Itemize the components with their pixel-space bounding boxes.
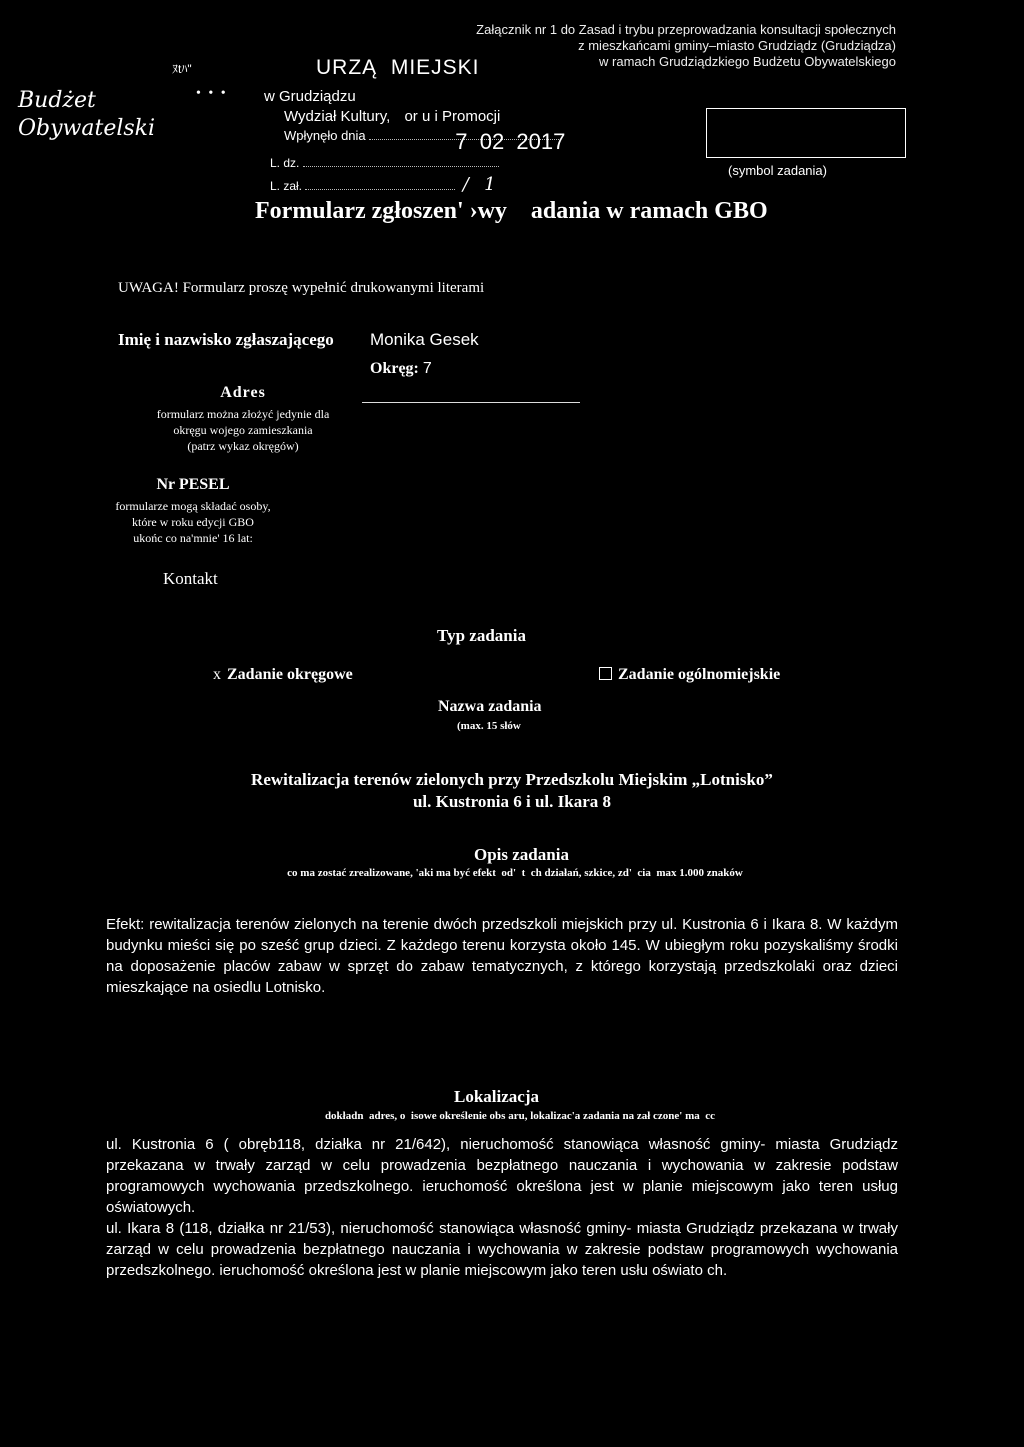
- district-option-label: Zadanie okręgowe: [227, 666, 353, 683]
- location-heading: Lokalizacja: [454, 1087, 539, 1106]
- pesel-note-2: które w roku edycji GBO: [132, 515, 254, 529]
- lzal-row: [270, 174, 496, 195]
- district-label: Okręg:: [370, 360, 419, 377]
- stamp-date: 7 02 2017: [455, 129, 566, 154]
- task-type-heading: Typ zadania: [437, 626, 526, 645]
- stamp-dept-tail: or u i Promocji: [404, 108, 501, 125]
- annex-line-2: z mieszkańcami gminy–miasto Grudziądz (Grudziądza): [578, 38, 896, 53]
- district-row: [370, 360, 432, 378]
- logo-line-1: Budżet: [18, 88, 96, 113]
- stamp-title: URZĄ MIEJSKI: [316, 56, 480, 79]
- description-note: co ma zostać zrealizowane, 'aki ma być efekt od' t ch działań, szkice, zd' cia max 1.000 znaków: [287, 867, 743, 879]
- lzal-label: L. zał.: [270, 179, 303, 193]
- annex-header: [470, 22, 896, 70]
- location-text-2[interactable]: ul. Ikara 8 (118, działka nr 21/53), nieruchomość stanowiąca własność gminy- miasta Grudziądz przekazana w trwały zarząd w celu prowadzenia bezpłatnego nauczania i wychowania w zakresie podstaw programowych wychowania przedszkolnego. ieruchomość określona jest w planie miejscowym jako teren usłu oświato ch.: [106, 1220, 898, 1279]
- notice-text: Formularz proszę wypełnić drukowanymi literami: [178, 280, 485, 296]
- description-heading: Opis zadania: [474, 845, 569, 864]
- name-label: Imię i nazwisko zgłaszającego: [118, 330, 334, 349]
- pesel-block: [108, 476, 278, 546]
- task-name-line-1: Rewitalizacja terenów zielonych przy Przedszkolu Miejskim „Lotnisko”: [251, 770, 773, 789]
- form-title: Formularz zgłoszen' ›wy adania w ramach GBO: [255, 198, 768, 224]
- pesel-note-1: formularze mogą składać osoby,: [115, 499, 271, 513]
- stamp-city: w Grudziądzu: [264, 88, 356, 105]
- budget-logo: [18, 88, 155, 142]
- location-note: dokładn adres, o isowe określenie obs aru, lokalizac'a zadania na zał czone' ma cc: [324, 1110, 716, 1122]
- task-name-value[interactable]: [150, 769, 874, 813]
- task-type-district-option[interactable]: [213, 666, 353, 684]
- address-note-1: formularz można złożyć jedynie dla: [156, 407, 330, 421]
- task-name-note: (max. 15 słów: [457, 720, 521, 732]
- logo-dots: • • •: [196, 86, 228, 101]
- hand-mark: /: [462, 174, 469, 195]
- stamp-dept: [284, 108, 500, 125]
- stamp-received-label: Wpłynęło dnia: [284, 128, 366, 143]
- district-option-mark: x: [213, 666, 221, 683]
- ldz-line: [303, 166, 499, 167]
- logo-line-2: Obywatelski: [18, 116, 156, 141]
- address-note-2: okręgu wojego zamieszkania: [173, 423, 313, 437]
- task-name-line-2: ul. Kustronia 6 i ul. Ikara 8: [412, 792, 612, 811]
- location-text-1[interactable]: ul. Kustronia 6 ( obręb118, działka nr 21/642), nieruchomość stanowiąca własność gminy- miasta Grudziądz przekazana w trwały zarząd w celu prowadzenia bezpłatnego nauczania i wychowania w zakresie podstaw programowych wychowania przedszkolnego. ieruchomość określona jest w planie miejscowym jako teren usług oświatowych.: [106, 1136, 898, 1216]
- symbol-label: (symbol zadania): [728, 163, 827, 178]
- ldz-row: [270, 156, 499, 170]
- task-type-city-option[interactable]: [599, 666, 780, 684]
- task-name-heading: Nazwa zadania: [438, 698, 542, 715]
- notice: [118, 280, 484, 297]
- stamp-dept-name: Wydział Kultury,: [284, 108, 391, 125]
- description-text[interactable]: Efekt: rewitalizacja terenów zielonych na terenie dwóch przedszkoli miejskich przy ul. Kustronia 6 i Ikara 8. W każdym budynku mieści się po sześć grup dzieci. Z każdego terenu korzysta około 145. W ubiegłym roku pozyskaliśmy środki na doposażenie placów zabaw w sprzęt do zabaw tematycznych, z którego korzystają przedszkolaki oraz dzieci mieszkające na osiedlu Lotnisko.: [106, 916, 898, 996]
- pesel-note-3: ukońc co na'mnie' 16 lat:: [133, 531, 253, 545]
- district-value[interactable]: 7: [422, 360, 432, 377]
- address-note-3: (patrz wykaz okręgów): [187, 439, 299, 453]
- address-block: [108, 384, 378, 454]
- address-field-line[interactable]: [362, 402, 580, 403]
- stamp-received-row: [284, 128, 566, 154]
- task-symbol-field[interactable]: [706, 108, 906, 158]
- address-label: Adres: [220, 384, 266, 401]
- ldz-label: L. dz.: [270, 156, 300, 170]
- hand-mark-2: 1: [484, 174, 496, 195]
- city-option-checkbox[interactable]: [599, 667, 612, 680]
- lzal-line: [305, 189, 455, 190]
- name-value[interactable]: Monika Gesek: [370, 330, 479, 349]
- annex-line-1: Załącznik nr 1 do Zasad i trybu przeprowadzania konsultacji społecznych: [476, 22, 896, 37]
- contact-label: Kontakt: [163, 569, 218, 588]
- notice-prefix: UWAGA!: [118, 280, 179, 296]
- logo-mark: ﾇtﾊ": [172, 62, 192, 76]
- annex-line-3: w ramach Grudziądzkiego Budżetu Obywatelskiego: [599, 54, 896, 69]
- stamp-date-line: [369, 129, 566, 154]
- city-option-label: Zadanie ogólnomiejskie: [618, 666, 781, 683]
- pesel-label: Nr PESEL: [156, 476, 230, 493]
